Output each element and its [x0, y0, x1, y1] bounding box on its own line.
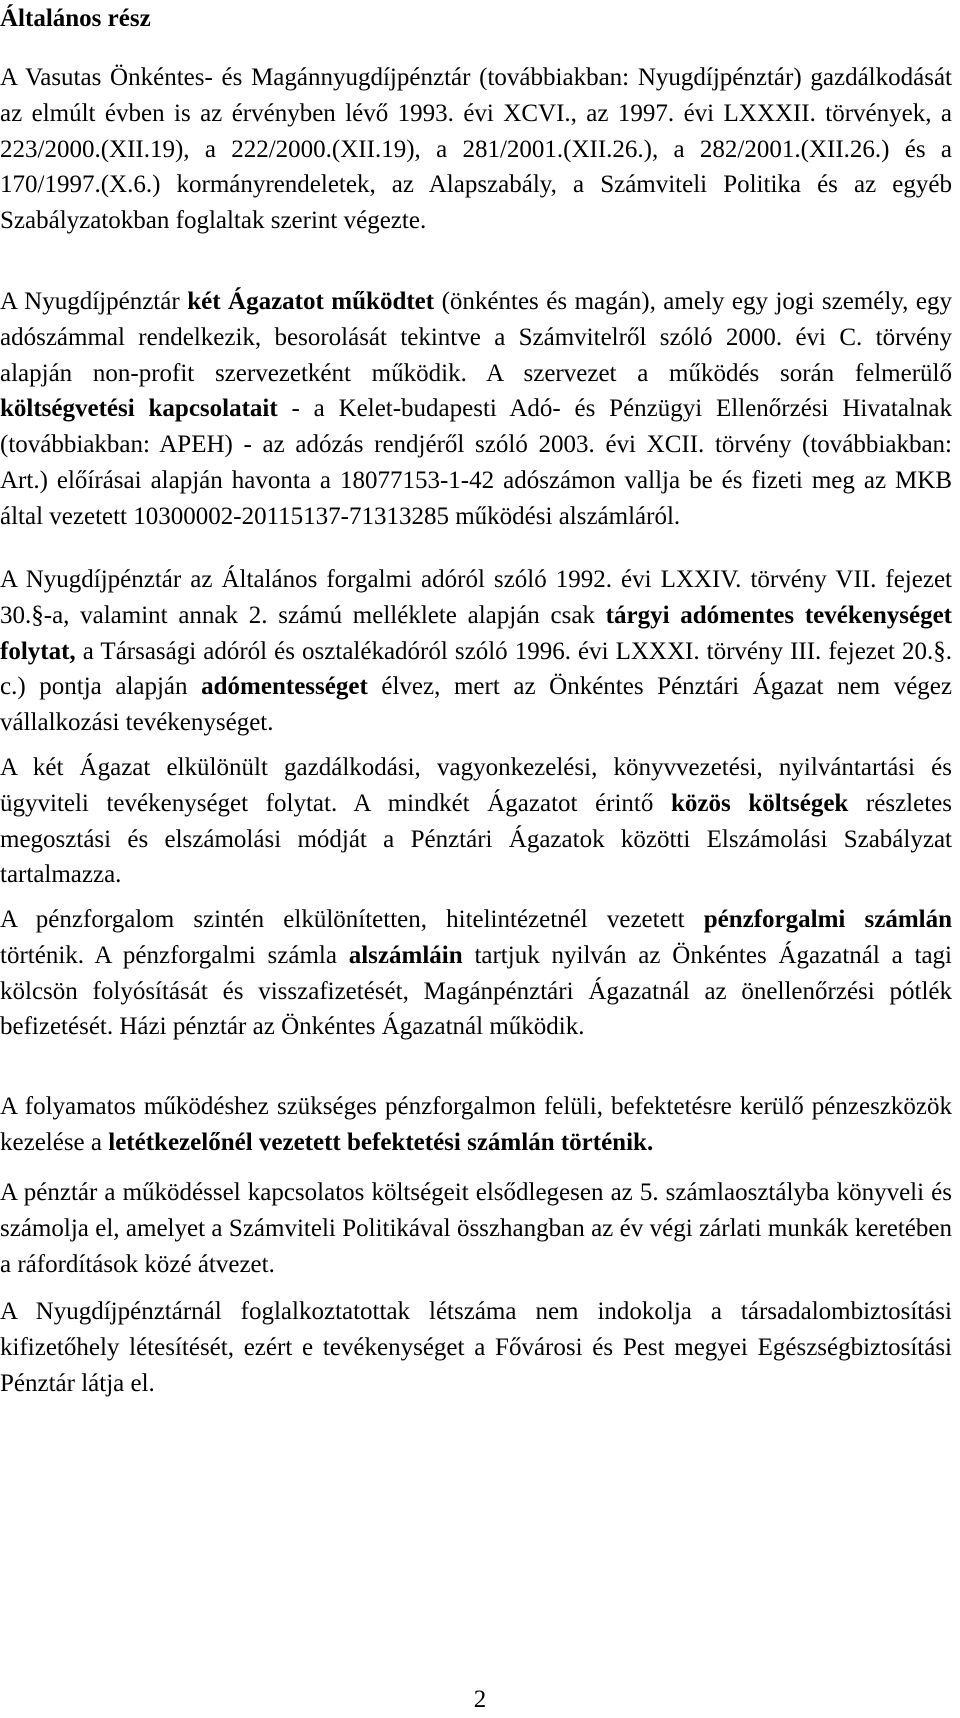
page-number: 2 — [473, 1686, 487, 1713]
paragraph-2 — [0, 284, 952, 535]
text-run: részletes megosztási és elszámolási módját a Pénztári Ágazatok közötti Elszámolási Szabályzat tartalmazza. — [0, 789, 952, 889]
paragraph-8 — [0, 1294, 952, 1401]
bold-text-run: letétkezelőnél vezetett befektetési számlán történik. — [108, 1128, 654, 1156]
bold-text-run: két Ágazatot működtet — [187, 288, 435, 315]
text-run: A két Ágazat elkülönült gazdálkodási, vagyonkezelési, könyvvezetési, nyilvántartási és ügyviteli tevékenységet folytat. A mindkét Ágazatot érintő — [0, 754, 952, 817]
paragraph-3 — [0, 562, 952, 741]
text-run: A Nyugdíjpénztárnál foglalkoztatottak létszáma nem indokolja a társadalombiztosítási kifizetőhely létesítését, ezért e tevékenységet a Fővárosi és Pest megyei Egészségbiztosítási Pénztár látja el. — [0, 1298, 952, 1397]
paragraph-5 — [0, 902, 952, 1045]
text-run: A pénzforgalom szintén elkülönítetten, hitelintézetnél vezetett — [0, 906, 704, 933]
text-run: A pénztár a működéssel kapcsolatos költségeit elsődlegesen az 5. számlaosztályba könyveli és számolja el, amelyet a Számviteli Politikával összhangban az év végi zárlati munkák keretében a ráfordítások közé átvezet. — [0, 1179, 952, 1278]
bold-text-run: alszámláin — [348, 941, 463, 969]
text-run: A Vasutas Önkéntes- és Magánnyugdíjpénztár (továbbiakban: Nyugdíjpénztár) gazdálkodását az elmúlt évben is az érvényben lévő 1993. évi XCVI., az 1997. évi LXXXII. törvények, a 223/2000.(XII.19), a 222/2000.(XII.19), a 281/2001.(XII.26.), a 282/2001.(XII.26.) és a 170/1997.(X.6.) kormányrendeletek, az Alapszabály, a Számviteli Politika és az egyéb Szabályzatokban foglaltak szerint végezte. — [0, 64, 952, 235]
text-run: (önkéntes és magán), amely egy jogi személy, egy adószámmal rendelkezik, besorolását tekintve a Számvitelről szóló 2000. évi C. törvény alapján non-profit szervezetként működik. A szervezet a működés során felmerülő — [0, 288, 952, 387]
text-run: történik. A pénzforgalmi számla — [0, 941, 349, 969]
text-run: élvez, mert az Önkéntes Pénztári Ágazat nem végez vállalkozási tevékenységet. — [0, 673, 952, 737]
paragraph-7 — [0, 1175, 952, 1282]
bold-text-run: közös költségek — [670, 789, 849, 817]
section-heading: Általános rész — [0, 5, 151, 32]
bold-text-run: adómentességet — [201, 673, 368, 701]
paragraph-6 — [0, 1089, 952, 1161]
text-run: A Nyugdíjpénztár — [0, 288, 188, 315]
text-run: a Társasági adóról és osztalékadóról szóló 1996. évi LXXXI. törvény III. fejezet 20.§. c.) pontja alapján — [0, 637, 952, 701]
text-run: A folyamatos működéshez szükséges pénzforgalmon felüli, befektetésre kerülő pénzeszközök kezelése a — [0, 1093, 952, 1156]
text-run: tartjuk nyilván az Önkéntes Ágazatnál a tagi kölcsön folyósítását és visszafizetését, Magánpénztári Ágazatnál az önellenőrzési pótlék befizetését. Házi pénztár az Önkéntes Ágazatnál működik. — [0, 941, 952, 1041]
paragraph-4 — [0, 750, 952, 893]
text-run: A Nyugdíjpénztár az Általános forgalmi adóról szóló 1992. évi LXXIV. törvény VII. fejezet 30.§-a, valamint annak 2. számú melléklete alapján csak — [0, 566, 952, 629]
paragraph-1 — [0, 60, 952, 239]
bold-text-run: költségvetési kapcsolatait — [0, 395, 278, 423]
text-run: - a Kelet-budapesti Adó- és Pénzügyi Ellenőrzési Hivatalnak (továbbiakban: APEH) - az adózás rendjéről szóló 2003. évi XCII. törvény (továbbiakban: Art.) előírásai alapján havonta a 18077153-1-42 adószámon vallja be és fizeti meg az MKB által vezetett 10300002-20115137-71313285 működési alszámláról. — [0, 395, 952, 530]
bold-text-run: pénzforgalmi számlán — [703, 906, 953, 933]
bold-text-run: tárgyi adómentes tevékenységet folytat, — [0, 601, 953, 665]
